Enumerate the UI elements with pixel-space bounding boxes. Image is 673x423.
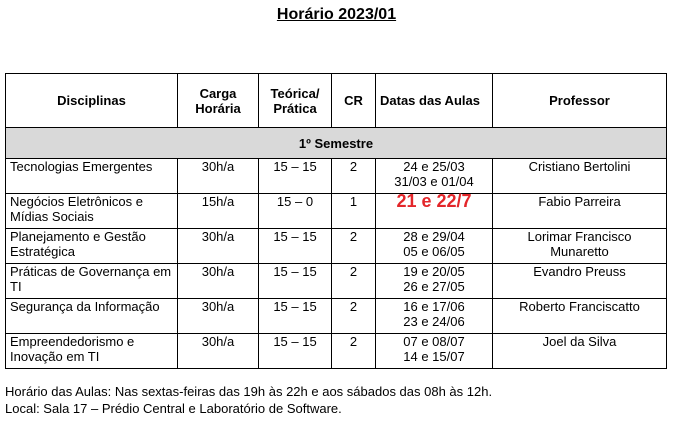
cell-disciplina: Negócios Eletrônicos e Mídias Sociais: [6, 194, 178, 229]
header-datas-das-aulas: Datas das Aulas: [376, 74, 493, 128]
cell-professor: Fabio Parreira: [493, 194, 667, 229]
cell-cr: 2: [332, 229, 376, 264]
cell-professor: Joel da Silva: [493, 334, 667, 369]
header-row: [6, 74, 667, 128]
cell-teorica: 15 – 15: [259, 334, 332, 369]
cell-datas: [376, 159, 493, 194]
date-line: 31/03 e 01/04: [394, 174, 474, 189]
header-cr: CR: [332, 74, 376, 128]
table-row: [6, 229, 667, 264]
date-line: 05 e 06/05: [403, 244, 465, 259]
cell-carga: 30h/a: [178, 229, 259, 264]
table-row: [6, 159, 667, 194]
cell-professor: Cristiano Bertolini: [493, 159, 667, 194]
cell-teorica: 15 – 15: [259, 229, 332, 264]
semester-label: 1º Semestre: [6, 128, 667, 159]
cell-teorica: 15 – 15: [259, 264, 332, 299]
header-carga-horaria: Carga Horária: [178, 74, 259, 128]
cell-teorica: 15 – 0: [259, 194, 332, 229]
cell-carga: 30h/a: [178, 159, 259, 194]
date-line: 14 e 15/07: [403, 349, 465, 364]
date-line: 07 e 08/07: [403, 334, 465, 349]
date-line: 28 e 29/04: [403, 229, 465, 244]
cell-disciplina: Segurança da Informação: [6, 299, 178, 334]
cell-disciplina: Empreendedorismo e Inovação em TI: [6, 334, 178, 369]
table-row: [6, 264, 667, 299]
cell-carga: 30h/a: [178, 299, 259, 334]
cell-datas: [376, 299, 493, 334]
date-line-highlight: 21 e 22/7: [396, 191, 472, 211]
table-row: [6, 299, 667, 334]
cell-carga: 30h/a: [178, 334, 259, 369]
cell-datas: [376, 264, 493, 299]
cell-cr: 2: [332, 299, 376, 334]
cell-datas: [376, 334, 493, 369]
cell-cr: 2: [332, 334, 376, 369]
date-line: 23 e 24/06: [403, 314, 465, 329]
cell-disciplina: Práticas de Governança em TI: [6, 264, 178, 299]
cell-professor: Roberto Franciscatto: [493, 299, 667, 334]
cell-cr: 2: [332, 159, 376, 194]
cell-teorica: 15 – 15: [259, 159, 332, 194]
date-line: 16 e 17/06: [403, 299, 465, 314]
cell-carga: 15h/a: [178, 194, 259, 229]
cell-professor: Lorimar Francisco Munaretto: [493, 229, 667, 264]
footer-notes: [5, 383, 492, 417]
table-row: [6, 194, 667, 229]
cell-teorica: 15 – 15: [259, 299, 332, 334]
date-line: 26 e 27/05: [403, 279, 465, 294]
header-disciplinas: Disciplinas: [6, 74, 178, 128]
date-line: 19 e 20/05: [403, 264, 465, 279]
cell-disciplina: Tecnologias Emergentes: [6, 159, 178, 194]
cell-carga: 30h/a: [178, 264, 259, 299]
cell-professor: Evandro Preuss: [493, 264, 667, 299]
cell-datas: [376, 229, 493, 264]
header-teorica-pratica: Teórica/ Prática: [259, 74, 332, 128]
semester-row: [6, 128, 667, 159]
date-line: 24 e 25/03: [403, 159, 465, 174]
schedule-table: [5, 73, 667, 369]
table-row: [6, 334, 667, 369]
cell-disciplina: Planejamento e Gestão Estratégica: [6, 229, 178, 264]
page-title: Horário 2023/01: [276, 6, 397, 23]
header-professor: Professor: [493, 74, 667, 128]
cell-cr: 2: [332, 264, 376, 299]
footer-local: Local: Sala 17 – Prédio Central e Laboratório de Software.: [5, 401, 342, 416]
footer-horario: Horário das Aulas: Nas sextas-feiras das 19h às 22h e aos sábados das 08h às 12h.: [5, 384, 493, 399]
cell-cr: 1: [332, 194, 376, 229]
cell-datas: [376, 191, 493, 229]
